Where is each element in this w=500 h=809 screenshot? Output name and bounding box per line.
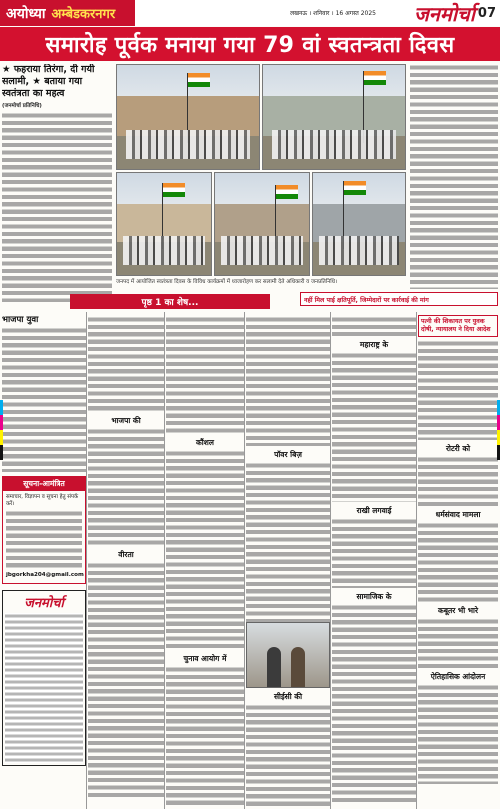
column-text bbox=[418, 684, 498, 784]
column-rule bbox=[164, 312, 165, 809]
column-4 bbox=[246, 312, 330, 809]
section-city: अयोध्या bbox=[6, 5, 46, 22]
column-subheading: चुनाव आयोग में bbox=[183, 654, 227, 663]
column-subheading: ऐतिहासिक आंदोलन bbox=[430, 672, 486, 681]
main-headline bbox=[0, 27, 500, 61]
column-rule bbox=[416, 312, 417, 809]
column-2 bbox=[88, 312, 164, 809]
column-text bbox=[246, 316, 330, 446]
column-text bbox=[332, 316, 416, 336]
classified-email[interactable]: jbgorkha204@gmail.com bbox=[6, 572, 84, 579]
column-text bbox=[166, 316, 244, 434]
column-text bbox=[166, 450, 244, 650]
photo-strip bbox=[116, 64, 406, 278]
right-headline-text: नहीं मिल पाई क्षतिपूर्ति, जिम्मेदारों पर कार्रवाई की मांग bbox=[304, 296, 429, 304]
column-subheading: वीरता bbox=[118, 550, 134, 559]
masthead bbox=[0, 0, 500, 26]
column-subheading: सीईसी की bbox=[273, 692, 303, 701]
column-subheading: भाजपा की bbox=[111, 416, 141, 425]
column-subheading: धर्मसंवाद मामला bbox=[435, 510, 481, 519]
classified-box bbox=[2, 476, 86, 584]
classified-lines bbox=[6, 510, 82, 570]
lead-story bbox=[2, 64, 112, 319]
pull-headline: पत्नी की शिकायत पर युवक दोषी, न्यायालय ने दिया आदेश bbox=[418, 315, 498, 337]
column-rule bbox=[244, 312, 245, 809]
right-body-text bbox=[410, 64, 498, 289]
right-story bbox=[410, 64, 498, 319]
column-5 bbox=[332, 312, 416, 809]
column-6 bbox=[418, 312, 498, 809]
paper-promo bbox=[2, 590, 86, 766]
column-3 bbox=[166, 312, 244, 809]
column-subheading: राखी लगवाई bbox=[356, 506, 392, 515]
column-subheading: कबूतर भी भारे bbox=[437, 606, 479, 615]
page-number: 07 bbox=[477, 5, 496, 21]
event-photo bbox=[214, 172, 310, 276]
photo-caption: जनपद में आयोजित स्वतंत्रता दिवस के विविध कार्यक्रमों में ध्वजारोहण कर सलामी देते अधिकारी व जनप्रतिनिधि। bbox=[116, 279, 338, 285]
brand-name: जनमोर्चा bbox=[413, 1, 475, 26]
column-text bbox=[88, 428, 164, 546]
column-text bbox=[418, 340, 498, 440]
column-text bbox=[88, 562, 164, 800]
event-photo bbox=[116, 64, 260, 170]
classified-text: समाचार, विज्ञापन व सूचना हेतु संपर्क करें। bbox=[6, 494, 79, 508]
column-subheading: सामाजिक के bbox=[356, 592, 392, 601]
event-photo bbox=[312, 172, 406, 276]
date-line: लखनऊ । शनिवार । 16 अगस्त 2025 bbox=[135, 0, 382, 26]
promo-brand: जनमोर्चा bbox=[24, 595, 64, 611]
color-registration-bar bbox=[0, 400, 3, 460]
column-subheading: कौंशल bbox=[196, 438, 214, 447]
classified-body bbox=[3, 491, 85, 583]
brand-logo bbox=[382, 0, 500, 26]
column-text bbox=[246, 462, 330, 622]
column-rule bbox=[86, 312, 87, 809]
column-subheading: पॉवर बिज़ bbox=[274, 450, 302, 459]
column-text bbox=[88, 316, 164, 412]
column-text bbox=[332, 604, 416, 804]
continued-section-label: पृष्ठ 1 का शेष... bbox=[141, 298, 199, 308]
portrait-photo bbox=[246, 622, 330, 688]
column-text bbox=[418, 456, 498, 506]
main-headline-text: समारोह पूर्वक मनाया गया 79 वां स्वतन्त्रता दिवस bbox=[45, 33, 455, 58]
column-subheading: महाराष्ट्र के bbox=[359, 340, 389, 349]
lead-source: (जनमोर्चा प्रतिनिधि) bbox=[2, 103, 42, 109]
event-photo bbox=[262, 64, 406, 170]
section-sub: अम्बेडकरनगर bbox=[51, 7, 116, 22]
section-label bbox=[0, 0, 135, 26]
column-rule bbox=[330, 312, 331, 809]
column-heading: भाजपा युवा bbox=[2, 315, 39, 325]
promo-text bbox=[5, 613, 83, 763]
column-text bbox=[246, 704, 330, 809]
lead-headline: ★ फहराया तिरंगा, दी गयी सलामी, ★ बताया गया स्वतंत्रता का महत्व bbox=[2, 64, 95, 99]
column-text bbox=[2, 327, 86, 472]
continued-section-bar bbox=[70, 294, 270, 309]
classified-title: सूचना-आमंत्रित bbox=[3, 477, 85, 491]
column-text bbox=[332, 518, 416, 588]
column-text bbox=[166, 666, 244, 806]
column-1 bbox=[2, 312, 86, 809]
column-text bbox=[418, 618, 498, 668]
column-subheading: रोटरी को bbox=[445, 444, 471, 453]
column-text bbox=[332, 352, 416, 502]
right-headline-bar bbox=[300, 292, 498, 306]
lead-body-text bbox=[2, 112, 112, 302]
column-text bbox=[418, 522, 498, 602]
event-photo bbox=[116, 172, 212, 276]
